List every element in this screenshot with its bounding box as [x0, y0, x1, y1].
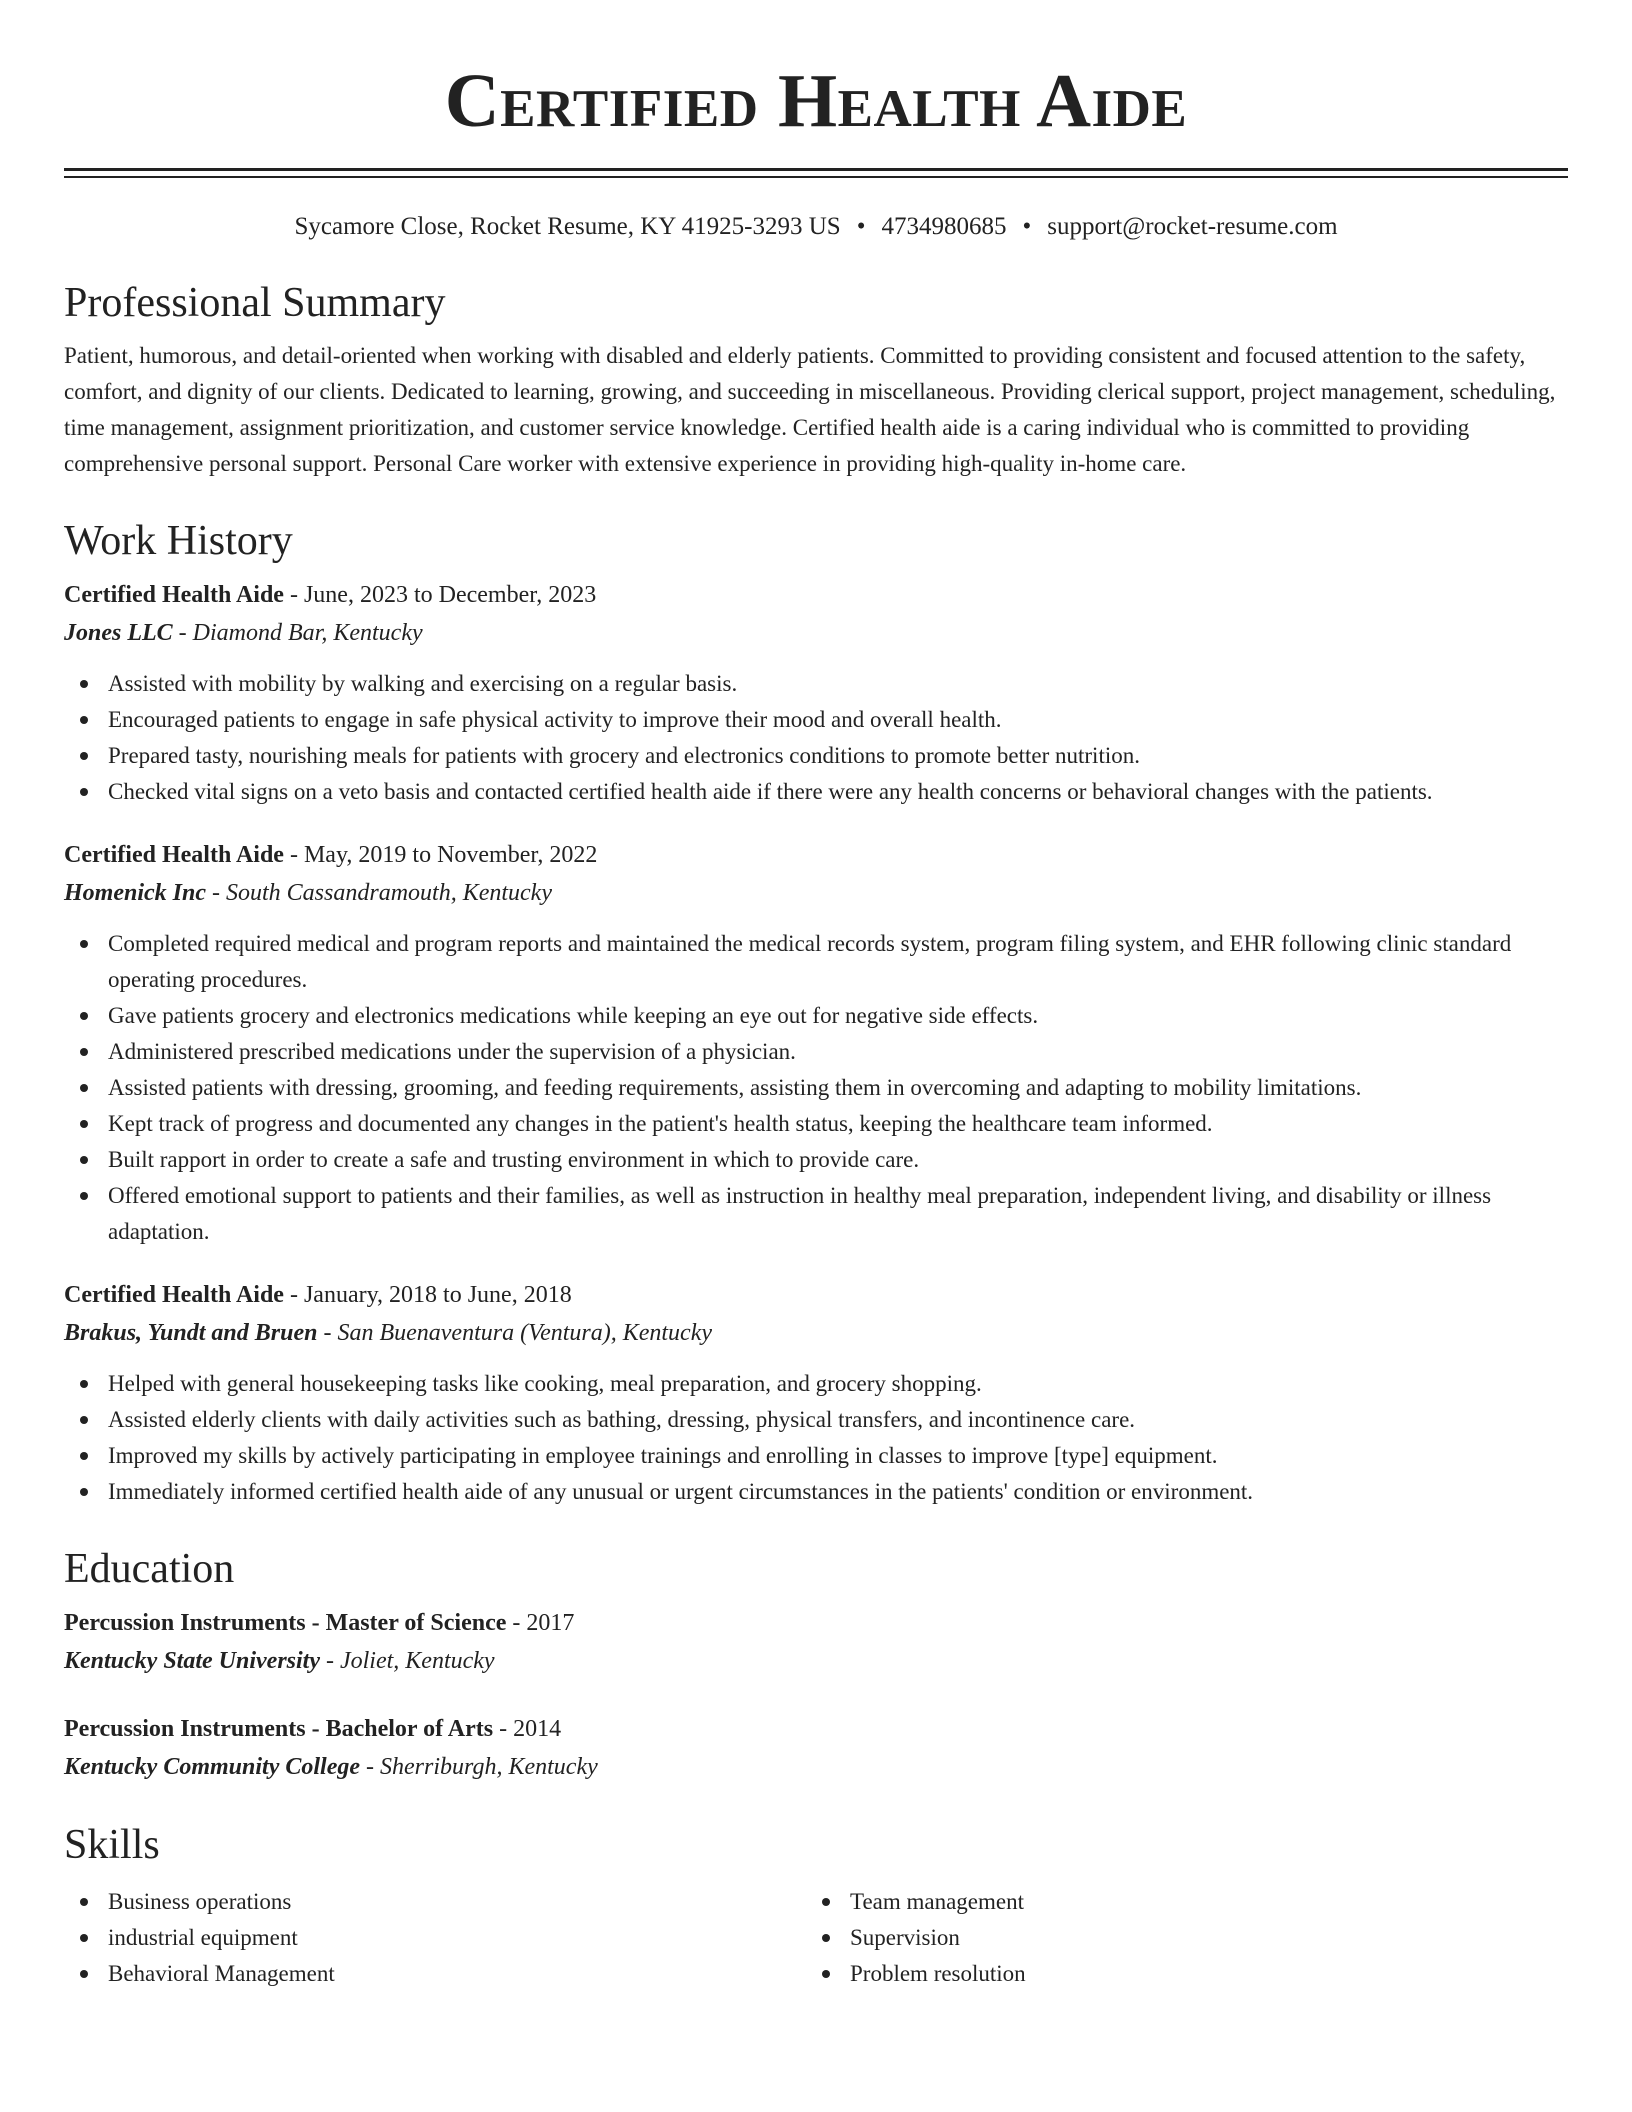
company-location: - South Cassandramouth, Kentucky	[206, 880, 552, 906]
list-item: Prepared tasty, nourishing meals for patients with grocery and electronics conditions to promote better nutrition.	[64, 738, 1568, 774]
job-title-line	[64, 836, 1568, 874]
job-entry	[64, 836, 1568, 1250]
company-location: - San Buenaventura (Ventura), Kentucky	[317, 1320, 713, 1346]
company-name: Jones LLC	[64, 620, 173, 646]
summary-heading: Professional Summary	[64, 280, 446, 326]
list-item: Checked vital signs on a veto basis and contacted certified health aide if there were any health concerns or behavioral changes with the patients.	[64, 774, 1568, 810]
company-location: - Diamond Bar, Kentucky	[172, 620, 423, 646]
skill-item: industrial equipment	[64, 1920, 806, 1956]
skill-item: Supervision	[806, 1920, 1548, 1956]
company-line	[64, 614, 1568, 652]
company-line	[64, 874, 1568, 912]
job-title: Certified Health Aide	[64, 1282, 284, 1308]
list-item: Encouraged patients to engage in safe physical activity to improve their mood and overall health.	[64, 702, 1568, 738]
contact-email: support@rocket-resume.com	[1047, 213, 1338, 240]
skill-item: Business operations	[64, 1884, 806, 1920]
degree-year: - 2014	[493, 1716, 562, 1742]
list-item: Offered emotional support to patients and their families, as well as instruction in healthy meal preparation, independent living, and disability or illness adaptation.	[64, 1178, 1568, 1250]
school-name: Kentucky State University	[64, 1648, 320, 1674]
work-history-heading: Work History	[64, 518, 293, 564]
list-item: Assisted patients with dressing, grooming, and feeding requirements, assisting them in overcoming and adapting to mobility limitations.	[64, 1070, 1568, 1106]
list-item: Helped with general housekeeping tasks like cooking, meal preparation, and grocery shopping.	[64, 1366, 1568, 1402]
contact-separator: •	[1022, 213, 1032, 240]
degree-line	[64, 1604, 1568, 1642]
contact-separator: •	[856, 213, 866, 240]
degree-line	[64, 1710, 1568, 1748]
degree-year: - 2017	[506, 1610, 575, 1636]
resume-title: Certified Health Aide	[444, 59, 1188, 143]
contact-phone: 4734980685	[881, 213, 1007, 240]
list-item: Assisted elderly clients with daily activities such as bathing, dressing, physical transfers, and incontinence care.	[64, 1402, 1568, 1438]
job-entry	[64, 576, 1568, 810]
skills-columns	[64, 1884, 1568, 1992]
list-item: Built rapport in order to create a safe and trusting environment in which to provide care.	[64, 1142, 1568, 1178]
job-title-line	[64, 1276, 1568, 1314]
job-duties-list	[64, 666, 1568, 810]
job-dates: - May, 2019 to November, 2022	[283, 842, 598, 868]
job-title-line	[64, 576, 1568, 614]
job-title: Certified Health Aide	[64, 842, 284, 868]
school-location: - Joliet, Kentucky	[319, 1648, 495, 1674]
summary-text: Patient, humorous, and detail-oriented when working with disabled and elderly patients. Committed to providing consistent and focused attention to the safety, comfort, and dignity of our clients. Dedicated to learning, growing, and succeeding in miscellaneous. Providing clerical support, project management, scheduling, time management, assignment prioritization, and customer service knowledge. Certified health aide is a caring individual who is committed to providing comprehensive personal support. Personal Care worker with extensive experience in providing high-quality in-home care.	[64, 343, 1556, 476]
list-item: Gave patients grocery and electronics medications while keeping an eye out for negative side effects.	[64, 998, 1568, 1034]
skill-item: Team management	[806, 1884, 1548, 1920]
list-item: Completed required medical and program reports and maintained the medical records system, program filing system, and EHR following clinic standard operating procedures.	[64, 926, 1568, 998]
company-name: Homenick Inc	[64, 880, 206, 906]
header-divider-bottom	[64, 176, 1568, 178]
list-item: Assisted with mobility by walking and exercising on a regular basis.	[64, 666, 1568, 702]
company-name: Brakus, Yundt and Bruen	[64, 1320, 318, 1346]
job-duties-list	[64, 1366, 1568, 1510]
list-item: Administered prescribed medications under the supervision of a physician.	[64, 1034, 1568, 1070]
list-item: Improved my skills by actively participating in employee trainings and enrolling in classes to improve [type] equipment.	[64, 1438, 1568, 1474]
job-title: Certified Health Aide	[64, 582, 284, 608]
education-heading: Education	[64, 1546, 235, 1592]
school-line	[64, 1642, 1568, 1680]
company-line	[64, 1314, 1568, 1352]
contact-line	[64, 210, 1568, 244]
skills-heading: Skills	[64, 1822, 160, 1868]
job-entry	[64, 1276, 1568, 1510]
job-dates: - June, 2023 to December, 2023	[283, 582, 597, 608]
job-duties-list	[64, 926, 1568, 1250]
skill-item: Behavioral Management	[64, 1956, 806, 1992]
skills-list-left	[64, 1884, 806, 1992]
degree-name: Percussion Instruments - Master of Science	[64, 1610, 507, 1636]
school-line	[64, 1748, 1568, 1786]
skill-item: Problem resolution	[806, 1956, 1548, 1992]
job-dates: - January, 2018 to June, 2018	[283, 1282, 572, 1308]
education-entry	[64, 1604, 1568, 1680]
degree-name: Percussion Instruments - Bachelor of Arts	[64, 1716, 494, 1742]
contact-address: Sycamore Close, Rocket Resume, KY 41925-3293 US	[294, 213, 841, 240]
list-item: Kept track of progress and documented any changes in the patient's health status, keeping the healthcare team informed.	[64, 1106, 1568, 1142]
school-location: - Sherriburgh, Kentucky	[360, 1754, 598, 1780]
school-name: Kentucky Community College	[64, 1754, 361, 1780]
skills-list-right	[806, 1884, 1548, 1992]
education-entry	[64, 1710, 1568, 1786]
list-item: Immediately informed certified health aide of any unusual or urgent circumstances in the patients' condition or environment.	[64, 1474, 1568, 1510]
